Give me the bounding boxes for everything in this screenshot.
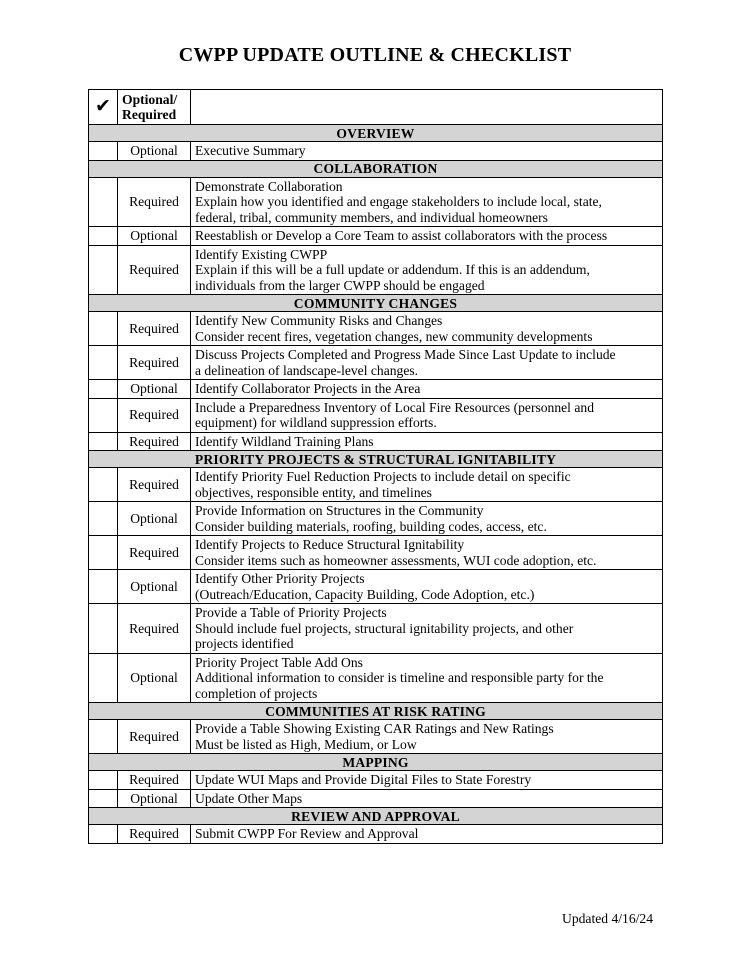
item-line: Update Other Maps [195,790,303,806]
status-cell: Optional [118,570,191,604]
item-line: federal, tribal, community members, and individual homeowners [195,209,548,225]
checklist-row [89,570,663,604]
item-line: Identify Existing CWPP [195,246,328,262]
checkbox-cell[interactable] [89,398,118,432]
item-line: individuals from the larger CWPP should be engaged [195,277,485,293]
item-line: Identify Collaborator Projects in the Area [195,381,421,396]
item-cell [191,380,663,399]
section-header-row [89,703,663,720]
section-header-row [89,754,663,771]
section-header-row [89,125,663,142]
status-cell: Required [118,825,191,844]
item-cell [191,398,663,432]
item-line: Submit CWPP For Review and Approval [195,826,419,841]
section-heading: PRIORITY PROJECTS & STRUCTURAL IGNITABILITY [89,451,663,468]
item-line: Identify Priority Fuel Reduction Projects to include detail on specific [195,469,571,484]
checkbox-cell[interactable] [89,346,118,380]
updated-date: Updated 4/16/24 [562,911,653,926]
checkbox-cell[interactable] [89,789,118,808]
status-cell: Required [118,346,191,380]
checkbox-cell[interactable] [89,177,118,227]
item-line: Priority Project Table Add Ons [195,654,363,670]
checklist-row [89,245,663,295]
checkbox-cell[interactable] [89,380,118,399]
item-line: Should include fuel projects, structural ignitability projects, and other [195,620,574,636]
checkbox-cell[interactable] [89,771,118,790]
item-line: Provide Information on Structures in the Community [195,503,484,518]
checklist-row [89,502,663,536]
item-cell [191,825,663,844]
item-line: Consider recent fires, vegetation changes, new community developments [195,328,593,344]
section-heading: COLLABORATION [89,160,663,177]
checkbox-cell[interactable] [89,468,118,502]
section-header-row [89,160,663,177]
status-header-line: Optional/ [122,92,178,107]
status-header-line: Required [122,107,177,122]
checklist-row [89,227,663,246]
status-column-header [118,90,191,125]
checklist-row [89,346,663,380]
checklist-row [89,536,663,570]
item-cell [191,536,663,570]
item-cell [191,432,663,451]
item-column-header [191,90,663,125]
checklist-row [89,789,663,808]
status-cell: Required [118,177,191,227]
checklist-body [89,90,663,844]
section-header-row [89,451,663,468]
checklist-row [89,653,663,703]
status-cell: Required [118,771,191,790]
item-line: Executive Summary [195,143,306,158]
item-line: Explain how you identified and engage stakeholders to include local, state, [195,194,602,209]
item-line: Include a Preparedness Inventory of Local Fire Resources (personnel and [195,399,594,415]
item-cell [191,604,663,654]
checkbox-cell[interactable] [89,720,118,754]
checkbox-cell[interactable] [89,653,118,703]
status-cell: Required [118,398,191,432]
status-cell: Required [118,604,191,654]
checkbox-cell[interactable] [89,570,118,604]
header-row [89,90,663,125]
item-line: objectives, responsible entity, and timelines [195,484,432,500]
item-line: Identify New Community Risks and Changes [195,313,443,328]
section-header-row [89,295,663,312]
item-cell [191,570,663,604]
status-cell: Optional [118,502,191,536]
status-cell: Required [118,245,191,295]
item-line: Identify Other Priority Projects [195,571,365,586]
checkbox-cell[interactable] [89,142,118,161]
checkbox-cell[interactable] [89,502,118,536]
checklist-row [89,771,663,790]
item-cell [191,771,663,790]
item-line: a delineation of landscape-level changes. [195,362,419,378]
checkbox-cell[interactable] [89,245,118,295]
checklist-row [89,312,663,346]
item-cell [191,312,663,346]
checkbox-cell[interactable] [89,227,118,246]
item-line: Provide a Table Showing Existing CAR Ratings and New Ratings [195,721,554,736]
item-line: equipment) for wildland suppression efforts. [195,415,437,430]
item-line: Additional information to consider is timeline and responsible party for the [195,670,604,685]
status-cell: Required [118,720,191,754]
checkbox-cell[interactable] [89,432,118,451]
item-line: completion of projects [195,685,318,701]
item-line: Consider building materials, roofing, building codes, access, etc. [195,518,547,534]
item-line: Update WUI Maps and Provide Digital Files to State Forestry [195,772,532,787]
item-line: Discuss Projects Completed and Progress Made Since Last Update to include [195,347,616,362]
item-line: Consider items such as homeowner assessments, WUI code adoption, etc. [195,552,597,568]
item-cell [191,653,663,703]
status-cell: Required [118,536,191,570]
item-cell [191,346,663,380]
checklist-row [89,432,663,451]
checklist-row [89,177,663,227]
item-line: (Outreach/Education, Capacity Building, Code Adoption, etc.) [195,586,535,602]
page-title: CWPP UPDATE OUTLINE & CHECKLIST [178,44,572,66]
item-line: Explain if this will be a full update or addendum. If this is an addendum, [195,262,590,277]
item-line: Demonstrate Collaboration [195,178,343,194]
checklist-row [89,380,663,399]
checkbox-cell[interactable] [89,825,118,844]
item-line: Identify Projects to Reduce Structural Ignitability [195,537,465,552]
section-heading: REVIEW AND APPROVAL [89,808,663,825]
checkbox-cell[interactable] [89,536,118,570]
checklist-row [89,142,663,161]
status-cell: Required [118,468,191,502]
status-cell: Optional [118,142,191,161]
status-cell: Optional [118,227,191,246]
checkbox-cell[interactable] [89,604,118,654]
item-line: Provide a Table of Priority Projects [195,605,387,620]
section-heading: MAPPING [89,754,663,771]
item-line: Reestablish or Develop a Core Team to assist collaborators with the process [195,228,608,243]
status-cell: Optional [118,380,191,399]
checkbox-cell[interactable] [89,312,118,346]
item-cell [191,502,663,536]
item-cell [191,789,663,808]
item-cell [191,245,663,295]
item-cell [191,142,663,161]
checklist-row [89,468,663,502]
section-heading: COMMUNITIES AT RISK RATING [89,703,663,720]
section-heading: OVERVIEW [89,125,663,142]
section-header-row [89,808,663,825]
section-heading: COMMUNITY CHANGES [89,295,663,312]
item-cell [191,177,663,227]
item-cell [191,227,663,246]
check-mark-icon: ✔ [89,90,118,125]
checklist-row [89,398,663,432]
checklist-row [89,604,663,654]
item-cell [191,468,663,502]
checklist-table [88,89,663,844]
status-cell: Required [118,312,191,346]
status-cell: Optional [118,789,191,808]
status-cell: Optional [118,653,191,703]
item-line: projects identified [195,636,294,651]
checklist-row [89,720,663,754]
item-cell [191,720,663,754]
status-cell: Required [118,432,191,451]
item-line: Identify Wildland Training Plans [195,433,374,449]
item-line: Must be listed as High, Medium, or Low [195,736,417,752]
checklist-row [89,825,663,844]
